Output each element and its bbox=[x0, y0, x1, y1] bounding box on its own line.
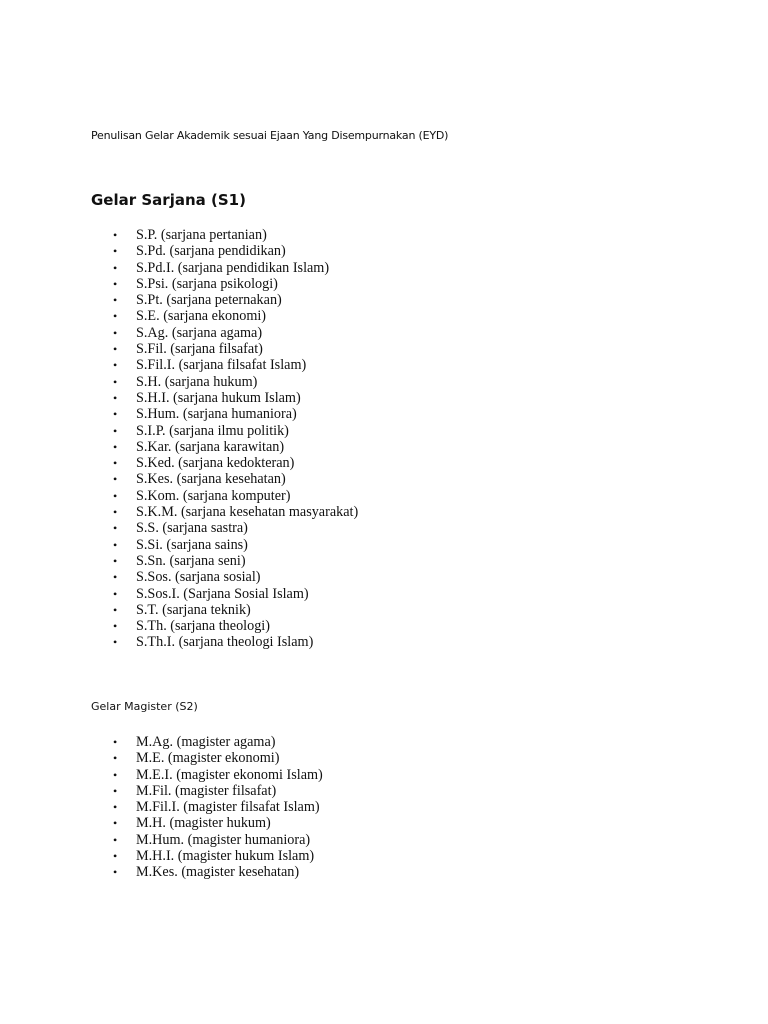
degree-item-text: S.Kes. (sarjana kesehatan) bbox=[136, 471, 286, 488]
degree-item-text: S.Ag. (sarjana agama) bbox=[136, 324, 263, 341]
bullet-icon: • bbox=[113, 342, 118, 357]
degree-item-text: M.E. (magister ekonomi) bbox=[136, 750, 280, 767]
degree-item-text: S.I.P. (sarjana ilmu politik) bbox=[136, 422, 289, 439]
bullet-icon: • bbox=[113, 423, 118, 438]
degree-item-text: S.Pt. (sarjana peternakan) bbox=[136, 292, 282, 309]
degree-item-text: S.H.I. (sarjana hukum Islam) bbox=[136, 389, 301, 406]
degree-item-text: S.Sn. (sarjana seni) bbox=[136, 552, 246, 569]
degree-item-text: S.K.M. (sarjana kesehatan masyarakat) bbox=[136, 504, 359, 521]
bullet-icon: • bbox=[113, 816, 118, 831]
degree-item-text: S.Sos. (sarjana sosial) bbox=[136, 569, 261, 586]
bullet-icon: • bbox=[113, 586, 118, 601]
degree-item-text: S.Th.I. (sarjana theologi Islam) bbox=[136, 634, 314, 651]
degree-item-text: M.Fil.I. (magister filsafat Islam) bbox=[136, 799, 320, 816]
bullet-icon: • bbox=[113, 358, 118, 373]
document-title: Penulisan Gelar Akademik sesuai Ejaan Yang Disempurnakan (EYD) bbox=[91, 129, 449, 142]
degree-item-text: S.E. (sarjana ekonomi) bbox=[136, 308, 267, 325]
bullet-icon: • bbox=[113, 276, 118, 291]
degree-item-text: M.H. (magister hukum) bbox=[136, 815, 271, 832]
degree-item-text: S.Pd.I. (sarjana pendidikan Islam) bbox=[136, 259, 330, 276]
bullet-icon: • bbox=[113, 751, 118, 766]
bullet-icon: • bbox=[113, 735, 118, 749]
degree-item-text: S.Th. (sarjana theologi) bbox=[136, 618, 270, 635]
bullet-icon: • bbox=[113, 570, 118, 585]
bullet-icon: • bbox=[113, 849, 118, 864]
s2-heading: Gelar Magister (S2) bbox=[91, 700, 198, 713]
bullet-icon: • bbox=[113, 293, 118, 308]
bullet-icon: • bbox=[113, 456, 118, 471]
bullet-icon: • bbox=[113, 553, 118, 568]
degree-item-text: S.Kar. (sarjana karawitan) bbox=[136, 438, 285, 455]
degree-item-text: S.Hum. (sarjana humaniora) bbox=[136, 406, 297, 423]
bullet-icon: • bbox=[113, 635, 118, 650]
degree-item-text: M.Ag. (magister agama) bbox=[136, 734, 276, 750]
degree-item-text: M.E.I. (magister ekonomi Islam) bbox=[136, 766, 323, 783]
degree-item-text: S.Kom. (sarjana komputer) bbox=[136, 487, 291, 504]
degree-item-text: S.Si. (sarjana sains) bbox=[136, 536, 248, 553]
bullet-icon: • bbox=[113, 325, 118, 340]
bullet-icon: • bbox=[113, 244, 118, 259]
degree-item-text: S.Fil.I. (sarjana filsafat Islam) bbox=[136, 357, 307, 374]
bullet-icon: • bbox=[113, 865, 118, 880]
degree-item-text: S.Psi. (sarjana psikologi) bbox=[136, 275, 278, 292]
bullet-icon: • bbox=[113, 439, 118, 454]
degree-item-text: S.H. (sarjana hukum) bbox=[136, 373, 258, 390]
degree-item-text: S.Fil. (sarjana filsafat) bbox=[136, 341, 263, 358]
bullet-icon: • bbox=[113, 783, 118, 798]
bullet-icon: • bbox=[113, 228, 118, 242]
bullet-icon: • bbox=[113, 390, 118, 405]
degree-item-text: S.P. (sarjana pertanian) bbox=[136, 227, 267, 243]
bullet-icon: • bbox=[113, 407, 118, 422]
bullet-icon: • bbox=[113, 472, 118, 487]
degree-item-text: M.Hum. (magister humaniora) bbox=[136, 831, 311, 848]
bullet-icon: • bbox=[113, 505, 118, 520]
bullet-icon: • bbox=[113, 488, 118, 503]
degree-item-text: M.H.I. (magister hukum Islam) bbox=[136, 848, 315, 865]
degree-item-text: M.Kes. (magister kesehatan) bbox=[136, 864, 300, 881]
bullet-icon: • bbox=[113, 602, 118, 617]
degree-item-text: S.Ked. (sarjana kedokteran) bbox=[136, 455, 295, 472]
degree-item-text: S.T. (sarjana teknik) bbox=[136, 601, 251, 618]
bullet-icon: • bbox=[113, 309, 118, 324]
degree-item-text: S.S. (sarjana sastra) bbox=[136, 520, 248, 537]
s1-heading: Gelar Sarjana (S1) bbox=[91, 191, 246, 209]
degree-item-text: S.Pd. (sarjana pendidikan) bbox=[136, 243, 286, 260]
bullet-icon: • bbox=[113, 521, 118, 536]
degree-item-text: M.Fil. (magister filsafat) bbox=[136, 782, 277, 799]
degree-item-text: S.Sos.I. (Sarjana Sosial Islam) bbox=[136, 585, 309, 602]
bullet-icon: • bbox=[113, 800, 118, 815]
bullet-icon: • bbox=[113, 767, 118, 782]
bullet-icon: • bbox=[113, 832, 118, 847]
bullet-icon: • bbox=[113, 619, 118, 634]
bullet-icon: • bbox=[113, 260, 118, 275]
bullet-icon: • bbox=[113, 374, 118, 389]
bullet-icon: • bbox=[113, 537, 118, 552]
